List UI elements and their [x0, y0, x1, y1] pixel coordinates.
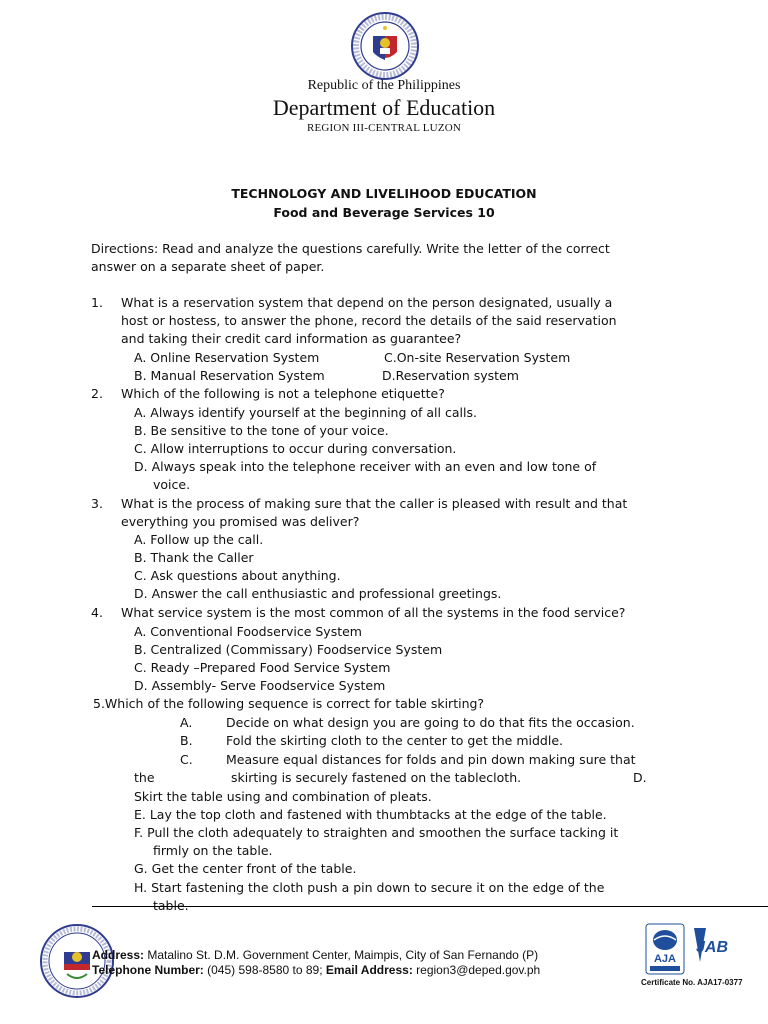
q4-option-d: D. Assembly- Serve Foodservice System	[134, 678, 386, 693]
q5-option-f: F. Pull the cloth adequately to straighten and smoothen the surface tacking it	[134, 825, 619, 840]
q4-text: What service system is the most common of all the systems in the food service?	[121, 605, 626, 620]
q4-option-b: B. Centralized (Commissary) Foodservice System	[134, 642, 443, 657]
q2-option-d: D. Always speak into the telephone receiver with an even and low tone of	[134, 459, 597, 474]
q5-option-b: Fold the skirting cloth to the center to get the middle.	[226, 733, 563, 748]
deped-seal-logo	[351, 12, 419, 80]
directions-line-1: Directions: Read and analyze the questions carefully. Write the letter of the correct	[91, 241, 610, 256]
region-heading: REGION III-CENTRAL LUZON	[306, 122, 462, 134]
certificate-number: Certificate No. AJA17-0377	[641, 978, 743, 987]
q4-option-a: A. Conventional Foodservice System	[134, 624, 362, 639]
footer-address	[92, 948, 538, 962]
q3-option-a: A. Follow up the call.	[134, 532, 264, 547]
q2-option-b: B. Be sensitive to the tone of your voice.	[134, 423, 389, 438]
q3-text-line-1: What is the process of making sure that the caller is pleased with result and that	[121, 496, 628, 511]
q1-text-line-1: What is a reservation system that depend on the person designated, usually a	[121, 295, 613, 310]
q3-number: 3.	[91, 496, 103, 511]
q3-option-c: C. Ask questions about anything.	[134, 568, 341, 583]
republic-heading: Republic of the Philippines	[307, 78, 461, 93]
q5-option-d: Skirt the table using and combination of pleats.	[134, 789, 432, 804]
q5-option-e: E. Lay the top cloth and fastened with thumbtacks at the edge of the table.	[134, 807, 607, 822]
footer-phone-value: (045) 598-8580 to 89;	[207, 963, 323, 977]
q5-option-f-cont: firmly on the table.	[153, 843, 273, 858]
q1-option-a: A. Online Reservation System	[134, 350, 320, 365]
q1-text-line-3: and taking their credit card information as guarantee?	[121, 331, 462, 346]
q5-option-c-the: the	[134, 770, 155, 785]
q4-number: 4.	[91, 605, 103, 620]
q5-option-c-cont: skirting is securely fastened on the tablecloth.	[231, 770, 522, 785]
q5-option-h-cont: table.	[153, 898, 189, 913]
q1-number: 1.	[91, 295, 103, 310]
q1-option-c: C.On-site Reservation System	[384, 350, 571, 365]
q1-option-d: D.Reservation system	[382, 368, 519, 383]
q2-option-a: A. Always identify yourself at the beginning of all calls.	[134, 405, 477, 420]
q1-text-line-2: host or hostess, to answer the phone, record the details of the said reservation	[121, 313, 617, 328]
q1-option-b: B. Manual Reservation System	[134, 368, 325, 383]
q2-number: 2.	[91, 386, 103, 401]
footer-address-label: Address:	[92, 948, 145, 962]
footer-contact	[92, 963, 540, 977]
q2-option-d-cont: voice.	[153, 477, 191, 492]
q3-option-b: B. Thank the Caller	[134, 550, 254, 565]
aja-logo-text: AJA	[653, 953, 677, 965]
directions-line-2: answer on a separate sheet of paper.	[91, 259, 325, 274]
q5-option-c: Measure equal distances for folds and pin down making sure that	[226, 752, 636, 767]
footer-address-value: Matalino St. D.M. Government Center, Maimpis, City of San Fernando (P)	[147, 948, 539, 962]
jab-logo-text: JAB	[695, 939, 729, 956]
q5-d-letter: D.	[633, 770, 647, 785]
q5-text: 5.Which of the following sequence is correct for table skirting?	[93, 696, 485, 711]
footer-email-label: Email Address:	[325, 963, 413, 977]
q3-option-d: D. Answer the call enthusiastic and professional greetings.	[134, 586, 502, 601]
q4-option-c: C. Ready –Prepared Food Service System	[134, 660, 391, 675]
footer-divider	[92, 906, 768, 907]
q5-a-letter: A.	[180, 715, 193, 730]
q5-c-letter: C.	[180, 752, 193, 767]
footer-email-value: region3@deped.gov.ph	[416, 963, 541, 977]
subject-title: TECHNOLOGY AND LIVELIHOOD EDUCATION	[231, 186, 537, 201]
q3-text-line-2: everything you promised was deliver?	[121, 514, 360, 529]
footer-phone-label: Telephone Number:	[92, 963, 204, 977]
q5-option-h: H. Start fastening the cloth push a pin down to secure it on the edge of the	[134, 880, 605, 895]
q2-text: Which of the following is not a telephone etiquette?	[121, 386, 445, 401]
q5-b-letter: B.	[180, 733, 193, 748]
department-heading: Department of Education	[272, 95, 496, 120]
q5-option-a: Decide on what design you are going to do that fits the occasion.	[226, 715, 635, 730]
course-title: Food and Beverage Services 10	[273, 205, 495, 220]
q5-option-g: G. Get the center front of the table.	[134, 861, 357, 876]
q2-option-c: C. Allow interruptions to occur during conversation.	[134, 441, 457, 456]
